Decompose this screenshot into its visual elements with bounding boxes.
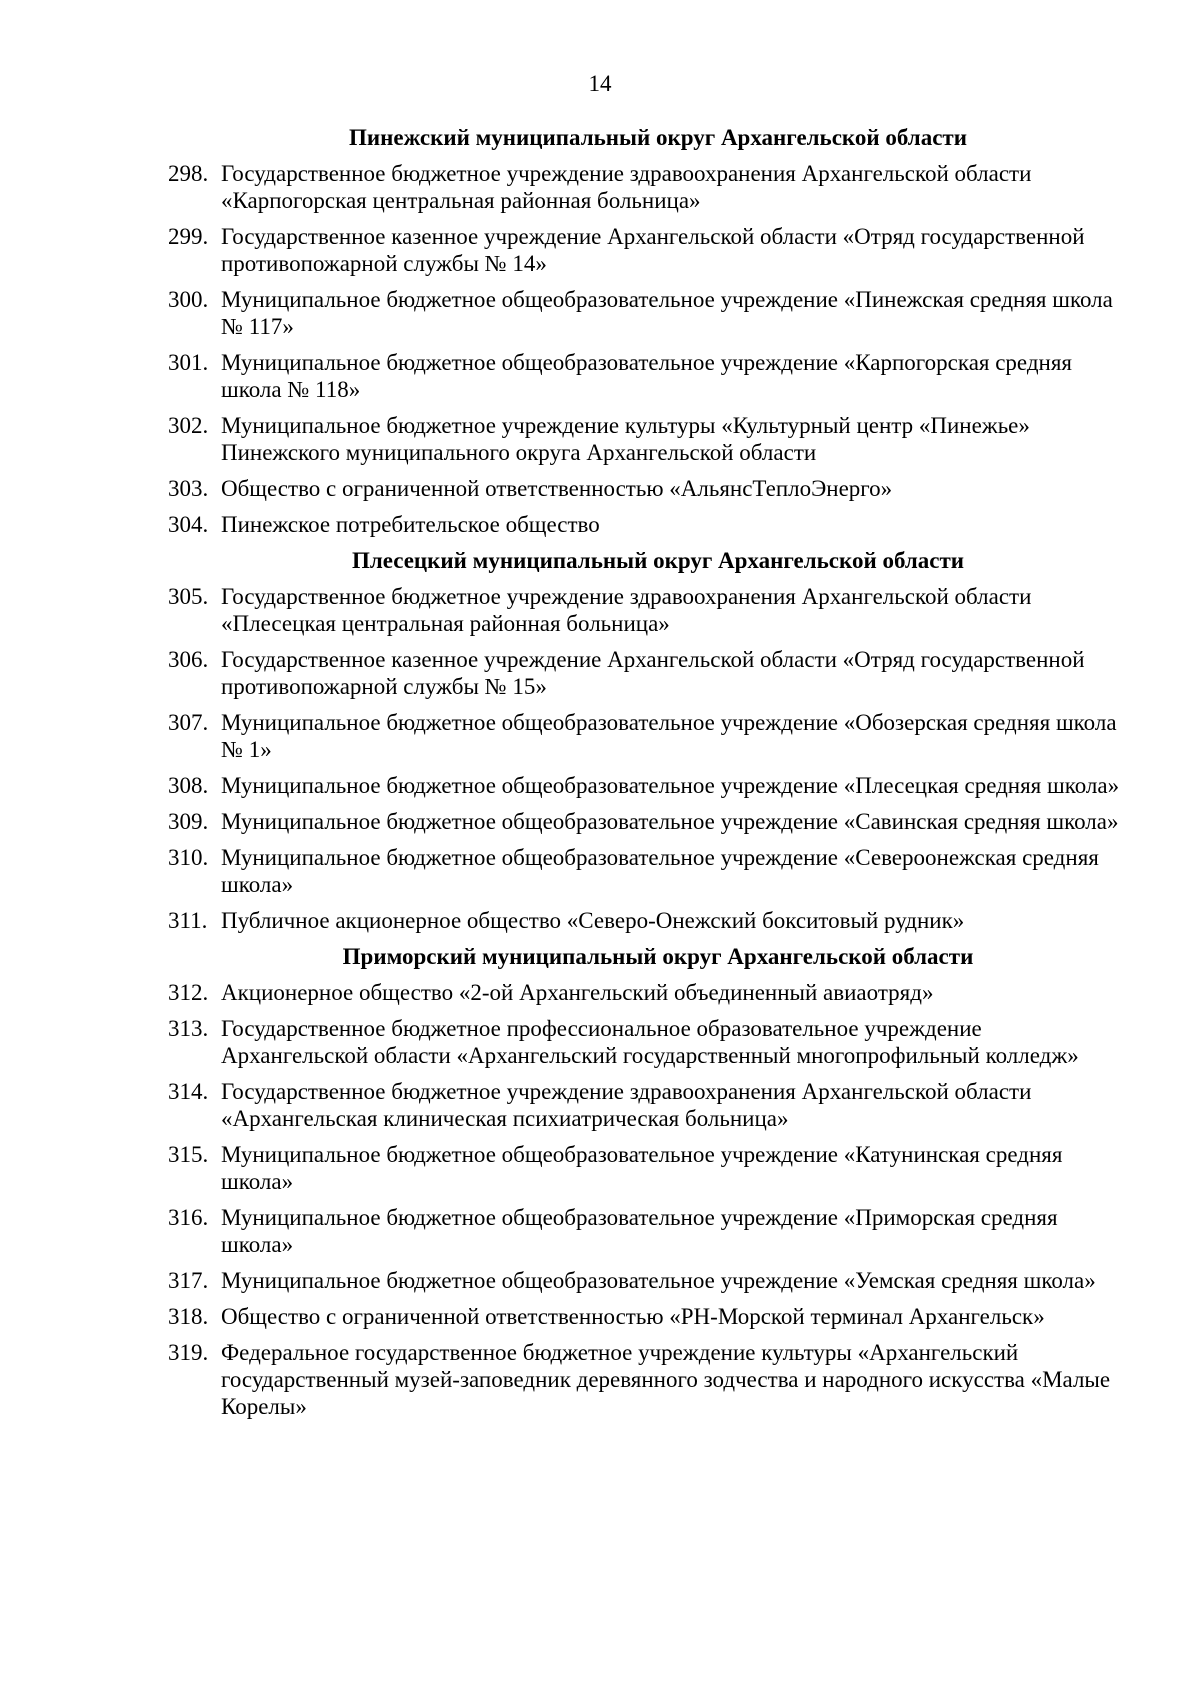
list-item — [168, 1204, 1128, 1258]
item-text: Общество с ограниченной ответственностью «АльянсТеплоЭнерго» — [221, 476, 893, 501]
item-text: Муниципальное бюджетное учреждение культуры «Культурный центр «Пинежье» Пинежского муниципального округа Архангельской области — [221, 413, 1030, 465]
list-item — [168, 475, 1128, 502]
item-text: Муниципальное бюджетное общеобразовательное учреждение «Карпогорская средняя школа № 118» — [221, 350, 1073, 402]
list-item — [168, 160, 1128, 214]
item-number: 315. — [168, 1142, 209, 1167]
item-number: 314. — [168, 1079, 209, 1104]
item-text: Муниципальное бюджетное общеобразовательное учреждение «Обозерская средняя школа № 1» — [221, 710, 1117, 762]
item-number: 319. — [168, 1340, 209, 1365]
item-number: 317. — [168, 1268, 209, 1293]
item-text: Публичное акционерное общество «Северо-Онежский бокситовый рудник» — [221, 908, 965, 933]
item-number: 303. — [168, 476, 209, 501]
item-text: Государственное казенное учреждение Архангельской области «Отряд государственной противопожарной службы № 15» — [221, 647, 1085, 699]
item-number: 310. — [168, 845, 209, 870]
list-item — [168, 979, 1128, 1006]
item-number: 299. — [168, 224, 209, 249]
list-item — [168, 808, 1128, 835]
item-text: Государственное бюджетное профессиональное образовательное учреждение Архангельской области «Архангельский государственный многопрофильный колледж» — [221, 1016, 1079, 1068]
section-plesetsky — [168, 547, 1128, 934]
item-number: 309. — [168, 809, 209, 834]
list-item — [168, 1141, 1128, 1195]
list-item — [168, 709, 1128, 763]
item-number: 307. — [168, 710, 209, 735]
item-text: Общество с ограниченной ответственностью «РН-Морской терминал Архангельск» — [221, 1304, 1045, 1329]
item-text: Муниципальное бюджетное общеобразовательное учреждение «Плесецкая средняя школа» — [221, 773, 1120, 798]
item-text: Пинежское потребительское общество — [221, 512, 600, 537]
list-item — [168, 511, 1128, 538]
list-item — [168, 349, 1128, 403]
item-number: 306. — [168, 647, 209, 672]
list-item — [168, 907, 1128, 934]
list-item — [168, 772, 1128, 799]
item-text: Муниципальное бюджетное общеобразовательное учреждение «Уемская средняя школа» — [221, 1268, 1096, 1293]
item-text: Государственное казенное учреждение Архангельской области «Отряд государственной противопожарной службы № 14» — [221, 224, 1085, 276]
item-text: Государственное бюджетное учреждение здравоохранения Архангельской области «Архангельская клиническая психиатрическая больница» — [221, 1079, 1032, 1131]
list-item — [168, 583, 1128, 637]
list-item — [168, 286, 1128, 340]
item-number: 313. — [168, 1016, 209, 1041]
item-text: Муниципальное бюджетное общеобразовательное учреждение «Приморская средняя школа» — [221, 1205, 1058, 1257]
item-text: Государственное бюджетное учреждение здравоохранения Архангельской области «Карпогорская центральная районная больница» — [221, 161, 1032, 213]
item-text: Муниципальное бюджетное общеобразовательное учреждение «Савинская средняя школа» — [221, 809, 1119, 834]
item-number: 311. — [168, 908, 208, 933]
list-item — [168, 223, 1128, 277]
item-number: 300. — [168, 287, 209, 312]
item-number: 304. — [168, 512, 209, 537]
item-text: Муниципальное бюджетное общеобразовательное учреждение «Пинежская средняя школа № 117» — [221, 287, 1113, 339]
list-item — [168, 844, 1128, 898]
item-number: 316. — [168, 1205, 209, 1230]
section-heading: Пинежский муниципальный округ Архангельской области — [349, 125, 967, 150]
list-item — [168, 1339, 1128, 1420]
item-number: 312. — [168, 980, 209, 1005]
item-text: Федеральное государственное бюджетное учреждение культуры «Архангельский государственный музей-заповедник деревянного зодчества и народного искусства «Малые Корелы» — [221, 1340, 1111, 1419]
item-text: Акционерное общество «2-ой Архангельский объединенный авиаотряд» — [221, 980, 934, 1005]
section-heading: Приморский муниципальный округ Архангельской области — [342, 944, 974, 969]
item-number: 302. — [168, 413, 209, 438]
list-item — [168, 646, 1128, 700]
list-item — [168, 412, 1128, 466]
page-number: 14 — [588, 71, 612, 96]
section-heading: Плесецкий муниципальный округ Архангельской области — [351, 548, 965, 573]
item-number: 301. — [168, 350, 209, 375]
list-item — [168, 1015, 1128, 1069]
section-primorsky — [168, 943, 1128, 1420]
item-text: Муниципальное бюджетное общеобразовательное учреждение «Катунинская средняя школа» — [221, 1142, 1063, 1194]
item-number: 308. — [168, 773, 209, 798]
item-number: 298. — [168, 161, 209, 186]
list-item — [168, 1078, 1128, 1132]
list-item — [168, 1267, 1128, 1294]
item-text: Муниципальное бюджетное общеобразовательное учреждение «Североонежская средняя школа» — [221, 845, 1099, 897]
document-body — [168, 124, 1128, 1429]
item-number: 318. — [168, 1304, 209, 1329]
item-number: 305. — [168, 584, 209, 609]
section-pinezhsky — [168, 124, 1128, 538]
item-text: Государственное бюджетное учреждение здравоохранения Архангельской области «Плесецкая центральная районная больница» — [221, 584, 1032, 636]
list-item — [168, 1303, 1128, 1330]
